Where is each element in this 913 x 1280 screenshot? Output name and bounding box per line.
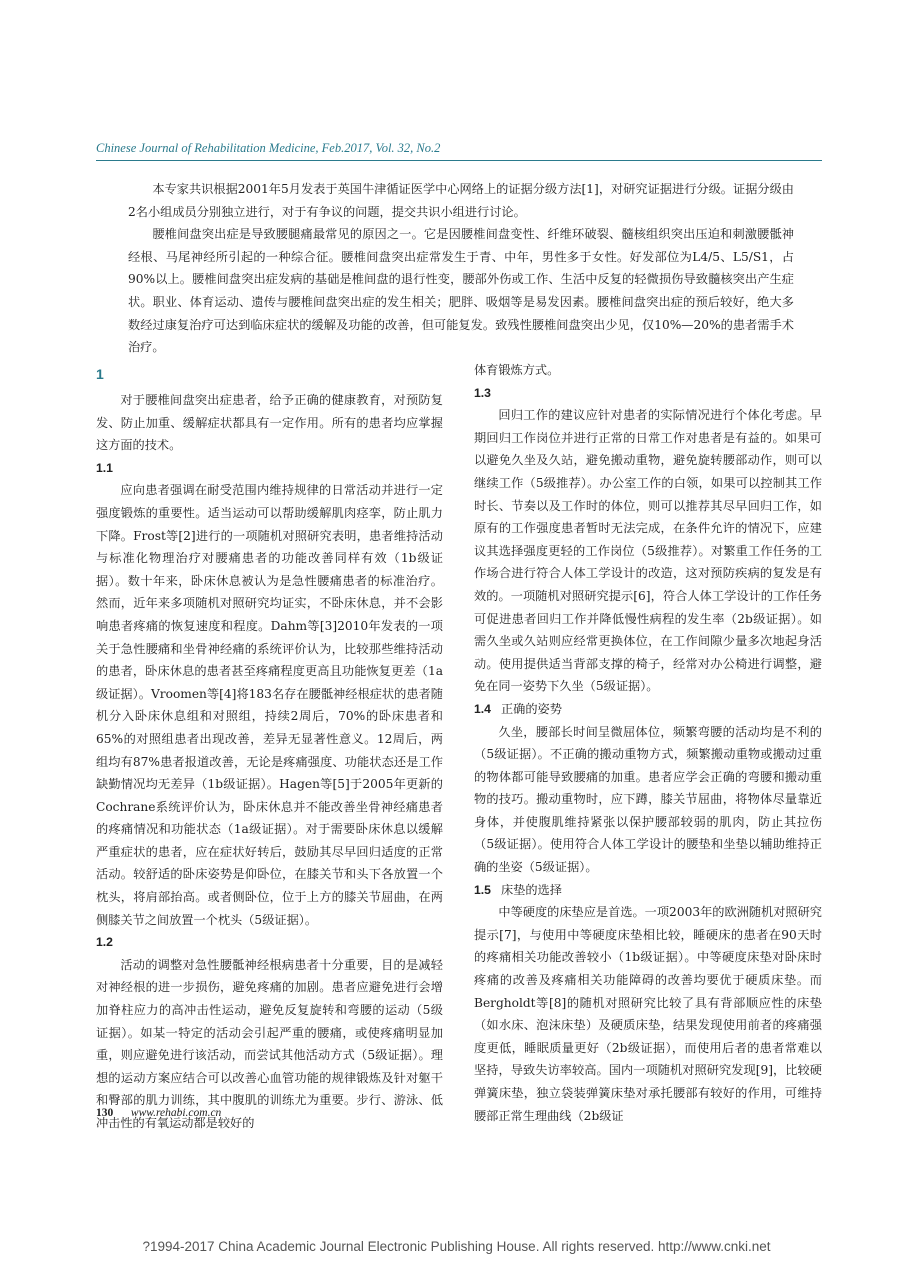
intro-paragraph-1: 本专家共识根据2001年5月发表于英国牛津循证医学中心网络上的证据分级方法[1]，对研究证据进行分级。证据分级由2名小组成员分别独立进行，对于有争议的问题，提交共识小组进行讨论。 [128, 182, 794, 219]
page-number: 130 [96, 1107, 114, 1119]
right-column [474, 359, 822, 1127]
paragraph: 应向患者强调在耐受范围内维持规律的日常活动并进行一定强度锻炼的重要性。适当运动可以帮助缓解肌肉痉挛，防止肌力下降。Frost等[2]进行的一项随机对照研究表明，患者维持活动与标准化物理治疗对腰痛患者的功能改善同样有效（1b级证据）。数十年来，卧床休息被认为是急性腰痛患者的标准治疗。然而，近年来多项随机对照研究均证实，不卧床休息，并不会影响患者疼痛的恢复速度和程度。Dahm等[3]2010年发表的一项关于急性腰痛和坐骨神经痛的系统评价认为，比较那些维持活动的患者，卧床休息的患者甚至疼痛程度更高且功能恢复更差（1a级证据）。Vroomen等[4]将183名存在腰骶神经根症状的患者随机分入卧床休息组和对照组，持续2周后，70%的卧床患者和65%的对照组患者出现改善，差异无显著性意义。12周后，两组均有87%患者报道改善，无论是疼痛强度、功能状态还是工作缺勤情况均无差异（1b级证据）。Hagen等[5]于2005年更新的Cochrane系统评价认为，卧床休息并不能改善坐骨神经痛患者的疼痛情况和功能状态（1a级证据）。对于需要卧床休息以缓解严重症状的患者，应在症状好转后，鼓励其尽早回归适度的正常活动。较舒适的卧床姿势是仰卧位，在膝关节和头下各放置一个枕头，将肩部抬高。或者侧卧位，位于上方的膝关节屈曲，在两侧膝关节之间放置一个枕头（5级证据）。 [96, 483, 443, 927]
subsection-heading-1-4 [474, 698, 822, 721]
subsection-heading-1-1: 1.1 [96, 460, 113, 475]
copyright-notice: ?1994-2017 China Academic Journal Electronic Publishing House. All rights reserved. http://www.cnki.net [142, 1239, 771, 1254]
journal-running-header: Chinese Journal of Rehabilitation Medicine, Feb.2017, Vol. 32, No.2 [96, 141, 822, 161]
subsection-heading-1-3: 1.3 [474, 385, 491, 400]
footer-url: www.rehabi.com.cn [130, 1107, 222, 1119]
heading-number: 1.4 [474, 701, 491, 716]
subsection-heading-1-5 [474, 879, 822, 902]
heading-title: 正确的姿势 [500, 701, 562, 716]
page-footer [96, 1105, 221, 1119]
intro-section [128, 178, 794, 359]
paragraph: 回归工作的建议应针对患者的实际情况进行个体化考虑。早期回归工作岗位并进行正常的日常工作对患者是有益的。如果可以避免久坐及久站，避免搬动重物，避免旋转腰部动作，则可以继续工作（5级推荐）。办公室工作的白领，如果可以控制其工作时长、节奏以及工作时的体位，则可以推荐其尽早回归工作，如原有的工作强度患者暂时无法完成，在条件允许的情况下，应建议其选择强度更轻的工作岗位（5级推荐）。对繁重工作任务的工作场合进行符合人体工学设计的改造，这对预防疾病的复发是有效的。一项随机对照研究提示[6]，符合人体工学设计的工作任务可促进患者回归工作并降低慢性病程的发生率（2b级证据）。如需久坐或久站则应经常更换体位，在工作间隙少量多次地起身活动。使用提供适当背部支撑的椅子，经常对办公椅进行调整，避免在同一姿势下久坐（5级证据）。 [474, 408, 822, 694]
paragraph: 中等硬度的床垫应是首选。一项2003年的欧洲随机对照研究提示[7]，与使用中等硬度床垫相比较，睡硬床的患者在90天时的疼痛相关功能改善较小（1b级证据）。中等硬度床垫对卧床时疼痛的改善及疼痛相关功能障碍的改善均要优于硬质床垫。而Bergholdt等[8]的随机对照研究比较了具有背部顺应性的床垫（如水床、泡沫床垫）及硬质床垫，结果发现使用前者的疼痛强度更低，睡眠质量更好（2b级证据），而使用后者的患者常难以坚持，导致失访率较高。国内一项随机对照研究发现[9]，比较硬弹簧床垫，独立袋装弹簧床垫对承托腰部有较好的作用，可维持腰部正常生理曲线（2b级证 [474, 905, 822, 1123]
paragraph: 久坐，腰部长时间呈微屈体位，频繁弯腰的活动均是不利的（5级证据）。不正确的搬动重物方式，频繁搬动重物或搬动过重的物体都可能导致腰痛的加重。患者应学会正确的弯腰和搬动重物的技巧。搬动重物时，应下蹲，膝关节屈曲，将物体尽量靠近身体，并使腹肌维持紧张以保护腰部较弱的肌肉，防止其拉伤（5级证据）。使用符合人体工学设计的腰垫和坐垫以辅助维持正确的坐姿（5级证据）。 [474, 724, 822, 875]
intro-paragraph-2: 腰椎间盘突出症是导致腰腿痛最常见的原因之一。它是因腰椎间盘变性、纤维环破裂、髓核组织突出压迫和刺激腰骶神经根、马尾神经所引起的一种综合征。腰椎间盘突出症常发生于青、中年，男性多于女性。好发部位为L4/5、L5/S1，占90%以上。腰椎间盘突出症发病的基础是椎间盘的退行性变，腰部外伤或工作、生活中反复的轻微损伤导致髓核突出产生症状。职业、体育运动、遗传与腰椎间盘突出症的发生相关；肥胖、吸烟等是易发因素。腰椎间盘突出症的预后较好，绝大多数经过康复治疗可达到临床症状的缓解及功能的改善，但可能复发。致残性腰椎间盘突出少见，仅10%—20%的患者需手术治疗。 [128, 227, 794, 355]
heading-title: 床垫的选择 [500, 882, 562, 897]
paragraph: 活动的调整对急性腰骶神经根病患者十分重要，目的是减轻对神经根的进一步损伤，避免疼痛的加剧。患者应避免进行会增加脊柱应力的高冲击性运动，避免反复旋转和弯腰的运动（5级证据）。如某一特定的活动会引起严重的腰痛，或使疼痛明显加重，则应避免进行该活动，而尝试其他活动方式（5级证据）。理想的运动方案应结合可以改善心血管功能的规律锻炼及针对躯干和臀部的肌力训练，其中腹肌的训练尤为重要。步行、游泳、低冲击性的有氧运动都是较好的 [96, 957, 443, 1130]
left-column [96, 359, 443, 1135]
subsection-heading-1-2: 1.2 [96, 935, 113, 950]
paragraph: 对于腰椎间盘突出症患者，给予正确的健康教育，对预防复发、防止加重、缓解症状都具有一定作用。所有的患者均应掌握这方面的技术。 [96, 393, 443, 453]
paragraph: 体育锻炼方式。 [474, 363, 560, 377]
section-heading-1: 1 [96, 366, 104, 382]
heading-number: 1.5 [474, 882, 491, 897]
